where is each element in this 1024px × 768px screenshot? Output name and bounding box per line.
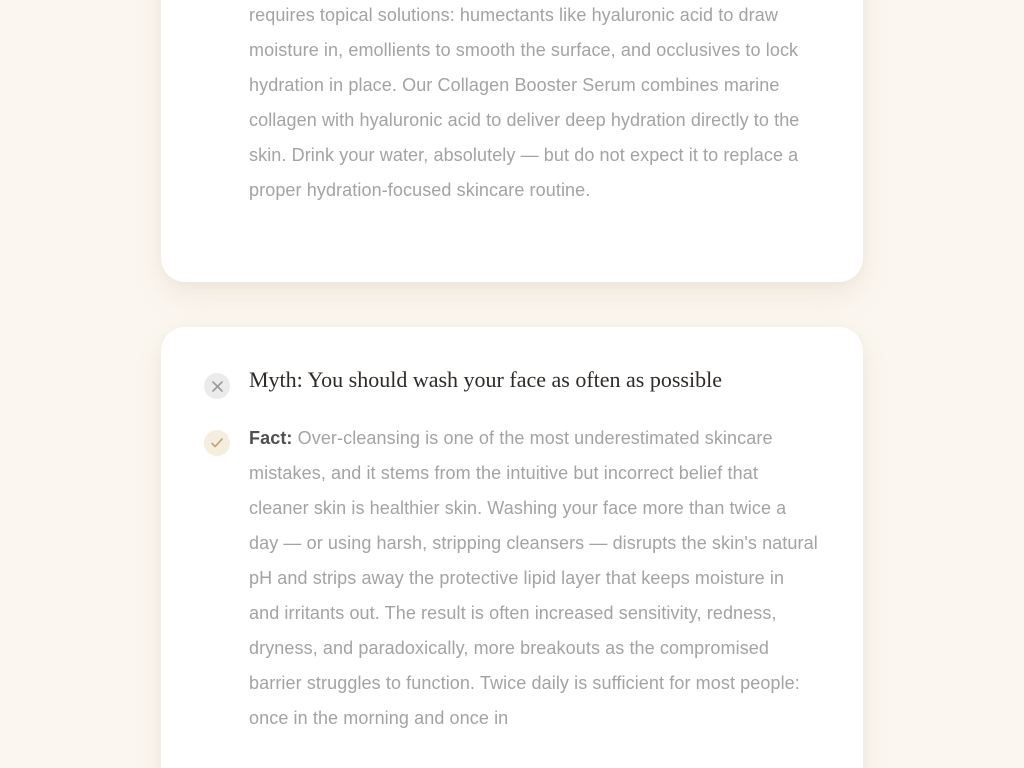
myth-fact-card-cleansing xyxy=(161,327,863,768)
myth-fact-card-hydration xyxy=(161,0,863,282)
fact-paragraph xyxy=(249,421,818,736)
fact-paragraph: requires topical solutions: humectants like hyaluronic acid to draw moisture in, emollients to smooth the surface, and occlusives to lock hydration in place. Our Collagen Booster Serum combines marine collagen with hyaluronic acid to deliver deep hydration directly to the skin. Drink your water, absolutely — but do not expect it to replace a proper hydration-focused skincare routine. xyxy=(249,5,800,200)
x-icon-glyph xyxy=(212,381,223,392)
fact-label: Fact: xyxy=(249,428,293,448)
fact-body-text: Over-cleansing is one of the most underestimated skincare mistakes, and it stems from the intuitive but incorrect belief that cleaner skin is healthier skin. Washing your face more than twice a day — or using harsh, stripping cleansers — disrupts the skin's natural pH and strips away the protective lipid layer that keeps moisture in and irritants out. The result is often increased sensitivity, redness, dryness, and paradoxically, more breakouts as the compromised barrier struggles to function. Twice daily is sufficient for most people: once in the morning and once in xyxy=(249,428,818,728)
check-icon-glyph xyxy=(211,438,223,448)
myth-heading: Myth: You should wash your face as often as possible xyxy=(249,367,722,392)
check-icon xyxy=(204,430,230,456)
x-icon xyxy=(204,373,230,399)
